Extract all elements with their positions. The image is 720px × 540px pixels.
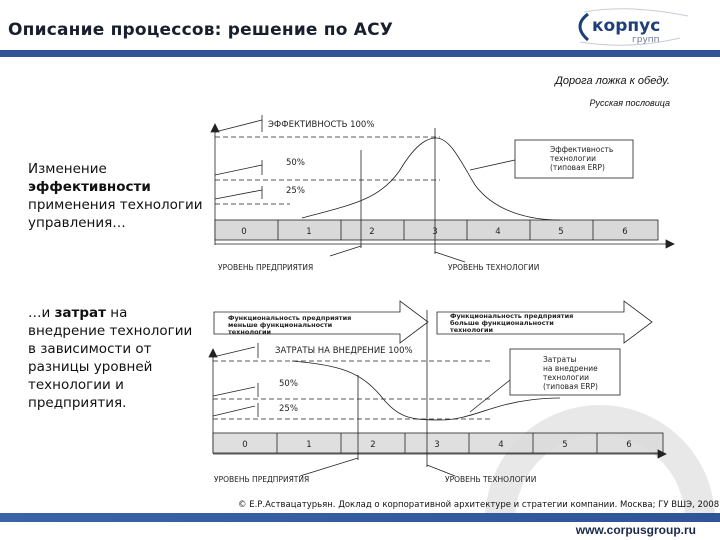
scale-label: 1 <box>306 440 312 450</box>
efficiency-25-label: 25% <box>286 186 305 196</box>
enterprise-level-label: УРОВЕНЬ ПРЕДПРИЯТИЯ <box>214 475 310 484</box>
scale-label: 1 <box>306 227 312 237</box>
efficiency-50-label: 50% <box>286 158 305 168</box>
scale-label: 0 <box>241 227 247 237</box>
callout-text: Затраты <box>543 355 577 364</box>
epigraph-quote: Дорога ложка к обеду. <box>555 75 670 87</box>
arrow-left-text: Функциональность предприятия <box>228 314 352 322</box>
bold-term: эффективности <box>28 179 151 195</box>
callout-text: технологии <box>550 154 596 163</box>
website-url: www.corpusgroup.ru <box>575 523 696 537</box>
arrow-right-text: Функциональность предприятия <box>450 312 574 320</box>
efficiency-100-label: ЭФФЕКТИВНОСТЬ 100% <box>268 120 375 130</box>
footer-bar <box>0 513 720 522</box>
scale-label: 2 <box>369 227 375 237</box>
scale-label: 6 <box>622 227 628 237</box>
scale-label: 3 <box>432 227 438 237</box>
costs-25-label: 25% <box>279 404 298 414</box>
technology-level-label: УРОВЕНЬ ТЕХНОЛОГИИ <box>448 263 540 272</box>
scale-label: 2 <box>370 440 376 450</box>
epigraph-source: Русская пословица <box>589 98 670 108</box>
arrow-right-text: технологии <box>450 326 494 334</box>
callout-text: на внедрение <box>543 364 598 373</box>
technology-level-label: УРОВЕНЬ ТЕХНОЛОГИИ <box>445 475 537 484</box>
scale-label: 5 <box>558 227 564 237</box>
scale-label: 4 <box>495 227 501 237</box>
copyright-note: © Е.Р.Аствацатурьян. Доклад о корпоративной архитектуре и стратегии компании. Москва; ГУ ВШЭ, 2008 <box>238 500 720 510</box>
efficiency-diagram <box>211 115 674 262</box>
slide-title: Описание процессов: решение по АСУ <box>8 20 394 40</box>
arrow-left-text: технологии <box>228 328 272 336</box>
costs-diagram-text <box>214 312 632 484</box>
enterprise-level-label: УРОВЕНЬ ПРЕДПРИЯТИЯ <box>218 263 314 272</box>
scale-label: 3 <box>434 440 440 450</box>
text-line: применения технологии управления… <box>28 197 203 231</box>
callout-text: (типовая ERP) <box>543 382 598 391</box>
scale-label: 0 <box>242 440 248 450</box>
bold-term: затрат <box>54 305 106 321</box>
svg-text:корпус: корпус <box>592 16 661 36</box>
text-rest: на внедрение технологии в зависимости от разницы уровней технологии и предприятия. <box>28 305 193 411</box>
text-prefix: …и <box>28 305 55 321</box>
scale-label: 6 <box>626 440 632 450</box>
callout-text: (типовая ERP) <box>550 163 605 172</box>
callout-text: технологии <box>543 373 589 382</box>
arrow-right-text: больше функциональности <box>450 319 554 327</box>
callout-text: Эффективность <box>550 145 614 154</box>
scale-label: 5 <box>562 440 568 450</box>
svg-text:групп: групп <box>632 35 660 45</box>
scale-label: 4 <box>498 440 504 450</box>
costs-50-label: 50% <box>279 379 298 389</box>
arrow-left-text: меньше функциональности <box>228 321 333 329</box>
text-line: Изменение <box>28 161 107 177</box>
costs-100-label: ЗАТРАТЫ НА ВНЕДРЕНИЕ 100% <box>275 346 413 356</box>
